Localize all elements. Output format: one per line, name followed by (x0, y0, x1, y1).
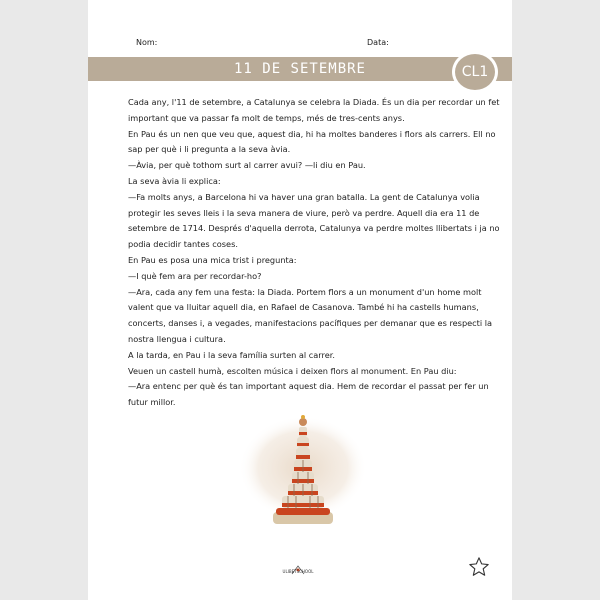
story-paragraph: La seva àvia li explica: (128, 175, 221, 186)
name-label: Nom: (136, 38, 158, 47)
story-text (128, 95, 504, 411)
human-tower-illustration (238, 410, 368, 535)
date-label: Data: (367, 38, 389, 47)
story-paragraph: —I què fem ara per recordar-ho? (128, 270, 262, 281)
title-band (88, 57, 512, 81)
star-outline-icon[interactable] (468, 556, 490, 578)
story-paragraph: —Àvia, per què tothom surt al carrer avui? —li diu en Pau. (128, 160, 366, 171)
story-paragraph: —Ara entenc per què és tan important aquest dia. Hem de recordar el passat per fer un futur millor. (128, 381, 489, 408)
story-paragraph: —Fa molts anys, a Barcelona hi va haver una gran batalla. La gent de Catalunya volia protegir les seves lleis i la seva manera de viure, però va perdre. Aquell dia era 11 de setembre de 1714. Després d'aquella derrota, Catalunya va perdre moltes llibertats i ja no podia decidir tantes coses. (128, 191, 500, 250)
page-title: 11 DE SETEMBRE (233, 61, 366, 77)
story-paragraph: A la tarda, en Pau i la seva família surten al carrer. (128, 349, 335, 360)
story-paragraph: En Pau és un nen que veu que, aquest dia, hi ha moltes banderes i flors als carrers. Ell no sap per què i li pregunta a la seva àvia. (128, 128, 496, 155)
story-paragraph: En Pau es posa una mica trist i pregunta: (128, 254, 297, 265)
logo-text: ULIBETSCHOOL (282, 569, 314, 574)
story-paragraph: Veuen un castell humà, escolten música i deixen flors al monument. En Pau diu: (128, 365, 457, 376)
story-paragraph: —Ara, cada any fem una festa: la Diada. Portem flors a un monument d'un home molt valent que va lluitar aquell dia, en Rafael de Casanova. També hi ha castells humans, concerts, danses i, a vegades, manifestacions pacífiques per demanar que es respecti la nostra llengua i cultura. (128, 286, 493, 344)
logo (278, 560, 318, 576)
story-paragraph: Cada any, l'11 de setembre, a Catalunya se celebra la Diada. És un dia per recordar un fet important que va passar fa molt de temps, més de tres-cents anys. (128, 97, 500, 123)
worksheet-code-badge: CL1 (452, 51, 498, 93)
worksheet-page (88, 0, 512, 600)
